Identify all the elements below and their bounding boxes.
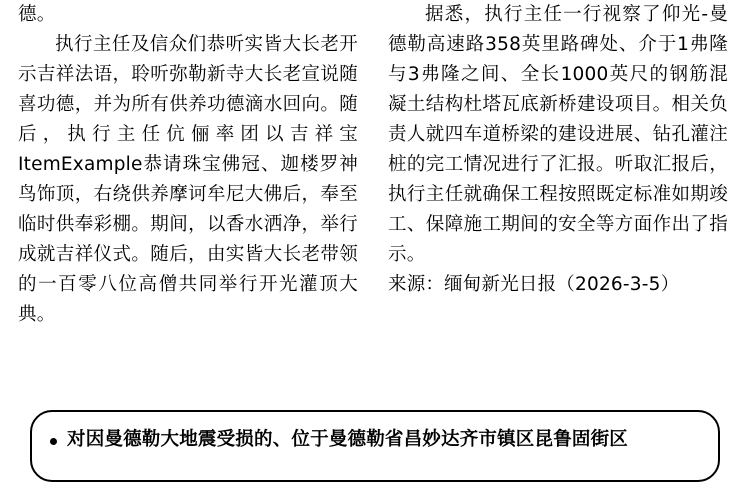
left-column: [18, 0, 358, 330]
right-column-paragraph-1: 据悉，执行主任一行视察了仰光-曼德勒高速路358英里路碑处、介于1弗隆与3弗隆之间、全长1000英尺的钢筋混凝土结构杜塔瓦底新桥建设项目。相关负责人就四车道桥梁的建设进展、钻孔灌注桩的完工情况进行了汇报。听取汇报后，执行主任就确保工程按照既定标准如期竣工、保障施工期间的安全等方面作出了指示。: [388, 4, 728, 265]
left-column-fragment: 德。: [18, 4, 56, 25]
callout-bullet-row: [32, 412, 718, 455]
left-column-paragraph-1: 执行主任及信众们恭听实皆大长老开示吉祥法语，聆听弥勒新寺大长老宣说随喜功德，并为所有供养功德滴水回向。随后，执行主任伉俪率团以吉祥宝ItemExample恭请珠宝佛冠、迦楼罗神鸟饰顶，右绕供养摩诃牟尼大佛后，奉至临时供奉彩棚。期间，以香水洒净，举行成就吉祥仪式。随后，由实皆大长老带领的一百零八位高僧共同举行开光灌顶大典。: [18, 33, 358, 325]
source-attribution: 来源：缅甸新光日报（2026-3-5）: [388, 273, 680, 295]
bullet-point-icon: [50, 438, 57, 445]
right-column: [388, 0, 728, 330]
callout-bullet-text: 对因曼德勒大地震受损的、位于曼德勒省昌妙达齐市镇区昆鲁固街区: [67, 429, 629, 450]
callout-box: [30, 410, 720, 482]
